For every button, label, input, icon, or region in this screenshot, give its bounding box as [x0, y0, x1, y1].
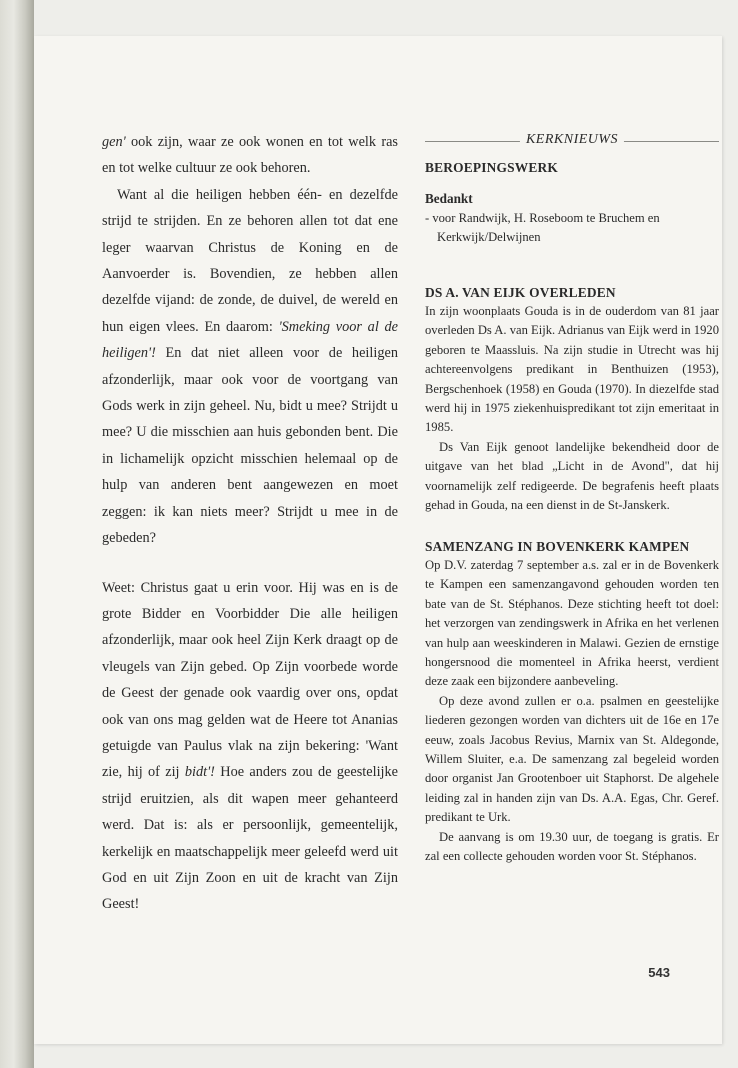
heading-beroepingswerk: BEROEPINGSWERK — [425, 160, 559, 175]
paragraph-text: Weet: Christus gaat u erin voor. Hij was en is de grote Bidder en Voorbidder Die alle heiligen afzonderlijk, maar ook heel Zijn Kerk draagt op de vleugels van Zijn gebed. Op Zijn voorbede worde de Geest der genade ook vaardig over ons, opdat ook van ons mag gelden wat de Heere tot Ananias getuigde van Paulus vlak na zijn bekering: 'Want zie, hij of zij — [102, 579, 398, 781]
section-header-kerknieuws — [425, 130, 719, 152]
paragraph-text: Want al die heiligen hebben één- en dezelfde strijd te strijden. En ze behoren allen tot dat ene leger waarvan Christus de Koning en de Aanvoerder is. Bovendien, ze hebben allen dezelfde vijand: de zonde, de duivel, de wereld en hun eigen vlees. En daarom: — [102, 186, 398, 335]
section-label: KERKNIEUWS — [520, 130, 624, 149]
magazine-page — [34, 36, 722, 1044]
paragraph-samenzang-1: Op D.V. zaterdag 7 september a.s. zal er in de Bovenkerk te Kampen een samenzangavond gehouden worden ten bate van de St. Stéphanos. Deze stichting heeft tot doel: het verzorgen van zendingswerk in Afrika en het verlenen van hulp aan weeskinderen in Malawi. Gezien de ernstige hongersnood die momenteel in Afrika heerst, verdient deze zaak een bijzondere aanbeveling. — [425, 557, 719, 689]
paragraph-text: En dat niet alleen voor de heiligen afzonderlijk, maar ook voor de voortgang van Gods werk in zijn geheel. Nu, bidt u mee? Strijdt u mee? U die misschien aan huis gebonden bent. Die in lichamelijk opzicht misschien helemaal op de hulp van anderen bent aangewezen en moet zeggen: ik kan niets meer? Strijdt u mee in de gebeden? — [102, 345, 398, 547]
paragraph-heiligen — [102, 182, 398, 552]
paragraph-christus — [102, 575, 398, 918]
page-number: 543 — [648, 965, 670, 980]
subheading-bedankt: Bedankt — [425, 191, 473, 207]
list-item: - voor Randwijk, H. Roseboom te Bruchem en Kerkwijk/Delwijnen — [425, 210, 660, 245]
right-column — [425, 130, 719, 866]
heading-samenzang: SAMENZANG IN BOVENKERK KAMPEN — [425, 538, 690, 554]
italic-quote: 'Smeking voor al de heiligen'! — [102, 318, 398, 362]
book-spine — [0, 0, 34, 1068]
italic-quote: bidt'! — [184, 764, 215, 781]
italic-fragment: gen' — [102, 134, 126, 150]
paragraph-text: Hoe anders zou de geestelijke strijd eruitzien, als dit wapen meer gehanteerd werd. Dat is: als er persoonlijk, gemeentelijk, kerkelijk en maatschappelijk meer geleefd werd uit God en uit Zijn Zoon en uit de kracht van Zijn Geest! — [102, 764, 399, 913]
paragraph-samenzang-3: De aanvang is om 19.30 uur, de toegang is gratis. Er zal een collecte gehouden worden voor St. Stéphanos. — [425, 829, 719, 863]
heading-van-eijk: DS A. VAN EIJK OVERLEDEN — [425, 284, 616, 300]
paragraph-samenzang-2: Op deze avond zullen er o.a. psalmen en geestelijke liederen gezongen worden van dichters uit de 16e en 17e eeuw, zoals Jacobus Revius, Marnix van St. Aldegonde, Willem Sluiter, e.a. De samenzang zal begeleid worden door organist Jan Grootenboer uit Staphorst. De algehele leiding zal in handen zijn van Ds. A.A. Egas, Chr. Geref. predikant te Urk. — [425, 693, 719, 825]
paragraph-text: ook zijn, waar ze ook wonen en tot welk ras en tot welke cultuur ze ook behoren. — [102, 134, 398, 177]
paragraph-van-eijk-2: Ds Van Eijk genoot landelijke bekendheid door de uitgave van het blad „Licht in de Avond", dat hij voornamelijk zelf redigeerde. De begrafenis heeft plaats gehad in Gouda, na een dienst in de St-Janskerk. — [425, 439, 719, 513]
paragraph-van-eijk-1: In zijn woonplaats Gouda is in de ouderdom van 81 jaar overleden Ds A. van Eijk. Adrianus van Eijk werd in 1920 geboren te Maassluis. Na zijn studie in Utrecht was hij achtereenvolgens predikant in Benthuizen (1953), Bergschenhoek (1958) en Gouda (1970). In diezelfde stad werd hij in 1975 ziekenhuispredikant tot zijn emeritaat in 1985. — [425, 304, 719, 435]
left-column — [102, 129, 398, 918]
paragraph-continuation — [102, 129, 398, 182]
